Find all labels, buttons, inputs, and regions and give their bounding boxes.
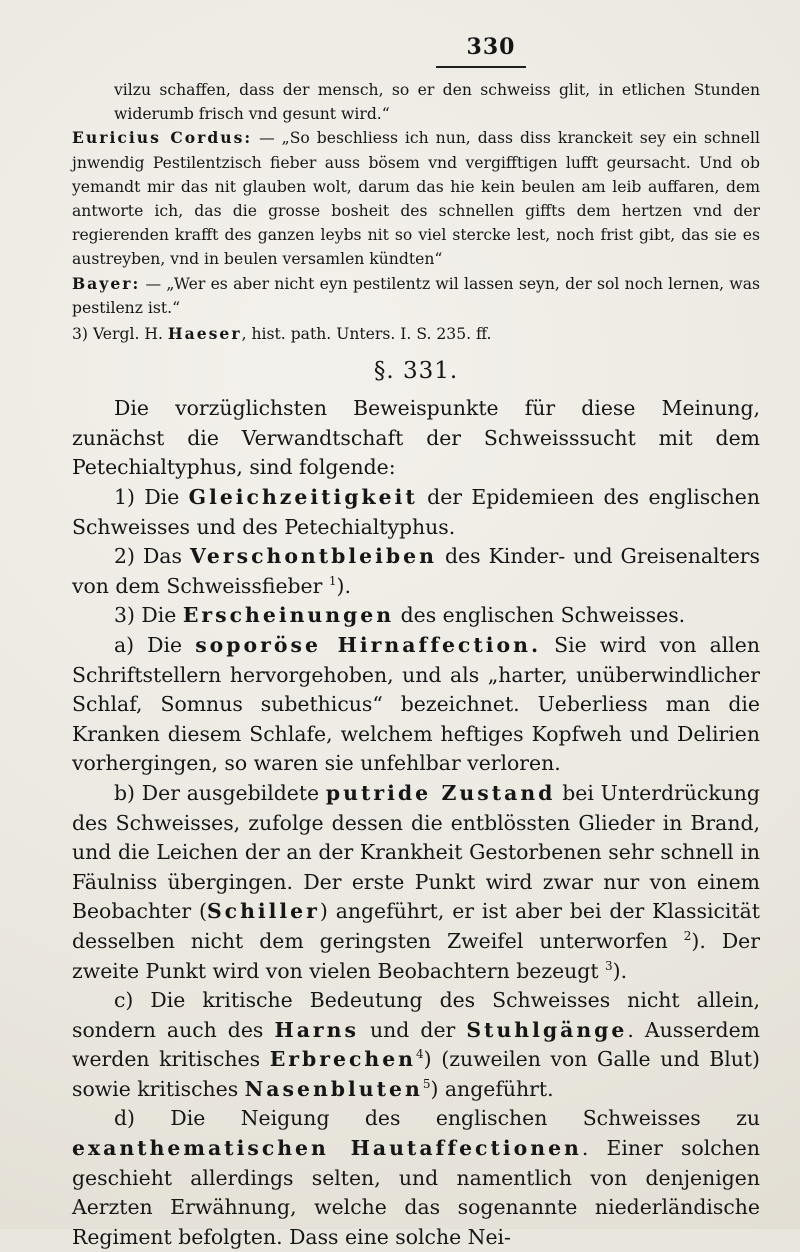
- quote-cordus-text: — „So beschliess ich nun, dass diss kranckeit sey ein schnell jnwendig Pestilentzisch fieber auss bösem vnd vergifftigen lufft geursacht. Und ob yemandt mir das nit glauben wolt, darum das hie kein beulen am leib auffaren, dem antworte ich, das die grosse bosheit des schnellen giffts dem hertzen vnd der regierenden krafft des ganzen leybs nit so viel stercke lest, noch frist gibt, das sie es austreyben, vnd in beulen versamlen kündten“: [72, 129, 760, 269]
- point-2-end: ).: [336, 573, 351, 598]
- section-body: [72, 394, 760, 1252]
- point-3d-text: . Einer solchen geschieht allerdings selten, und namentlich von denjenigen Aerzten Erwähnung, welche das sogenannte niederländische Regiment befolgten. Dass eine solche Nei-: [72, 1136, 760, 1249]
- point-2-prefix: 2) Das: [114, 544, 190, 569]
- point-3c: [72, 986, 760, 1104]
- point-3c-term-erbrechen: Erbrechen: [269, 1047, 417, 1072]
- point-3b-text-4: ).: [612, 958, 628, 983]
- footnote-3-author: Haeser: [167, 324, 242, 344]
- footnote-3-suffix: , hist. path. Unters. I. S. 235. ff.: [241, 325, 492, 344]
- page-number-rule: [436, 66, 526, 68]
- footnote-3-prefix: 3) Vergl. H.: [72, 325, 168, 344]
- point-3c-end: ) angeführt.: [430, 1076, 554, 1101]
- point-3c-mid-2: . Ausserdem werden kritisches: [72, 1017, 760, 1072]
- point-3a: [72, 631, 760, 779]
- point-1: [72, 483, 760, 542]
- point-1-text: der Epidemieen des englischen Schweisses und des Petechialtyphus.: [72, 485, 760, 539]
- point-3b-prefix: b) Der ausgebildete: [114, 780, 326, 805]
- point-3d-prefix: d) Die Neigung des englischen Schweisses zu: [114, 1106, 760, 1131]
- point-1-term: Gleichzeitigkeit: [188, 485, 418, 510]
- footnote-3: [72, 322, 760, 346]
- point-2-term: Verschontbleiben: [189, 544, 437, 569]
- point-3b-text-2: ) angeführt, er ist aber bei der Klassicität desselben nicht dem geringsten Zweifel unterworfen: [72, 899, 760, 953]
- section-intro: Die vorzüglichsten Beweispunkte für diese Meinung, zunächst die Verwandtschaft der Schweisssucht mit dem Petechialtyphus, sind folgende:: [72, 396, 760, 480]
- point-3b-text-3: ). Der zweite Punkt wird von vielen Beobachtern bezeugt: [72, 928, 760, 983]
- quotation-block: [72, 78, 760, 346]
- footnote-ref-1: 1: [328, 574, 337, 588]
- point-2-text: des Kinder- und Greisenalters von dem Schweissfieber: [72, 544, 760, 598]
- point-3a-text: Sie wird von allen Schriftstellern hervorgehoben, und als „harter, unüberwindlicher Schlaf, Somnus subethicus“ bezeichnet. Ueberliess man die Kranken diesem Schlafe, welchem heftiges Kopfweh und Delirien vorhergingen, so waren sie unfehlbar verloren.: [72, 632, 760, 776]
- point-3-term: Erscheinungen: [182, 603, 395, 628]
- point-3c-term-nasenbluten: Nasenbluten: [244, 1076, 423, 1101]
- point-3-text: des englischen Schweisses.: [394, 603, 686, 628]
- footnote-ref-5: 5: [422, 1077, 431, 1092]
- point-3a-term: soporöse Hirnaffection.: [195, 632, 542, 657]
- author-cordus: Euricius Cordus:: [72, 128, 253, 148]
- page-number: 330: [466, 34, 516, 60]
- point-3-prefix: 3) Die: [114, 603, 183, 628]
- point-3d-term: exanthematischen Hautaffectionen: [72, 1136, 582, 1161]
- point-3b-author: Schiller: [206, 899, 320, 924]
- point-3a-prefix: a) Die: [114, 632, 196, 657]
- point-3b-text-1: bei Unterdrückung des Schweisses, zufolge dessen die entblössten Glieder in Brand, und die Leichen der an der Krankheit Gestorbenen sehr schnell in Fäulniss übergingen. Der erste Punkt wird zwar nur von einem Beobachter (: [72, 780, 760, 924]
- point-3c-mid-1: und der: [358, 1017, 467, 1042]
- footnote-ref-4: 4: [416, 1047, 424, 1062]
- quote-bayer: [72, 272, 760, 320]
- point-3c-term-harns: Harns: [274, 1017, 359, 1042]
- point-3c-term-stuhl: Stuhlgänge: [466, 1017, 628, 1042]
- point-3b-term: putride Zustand: [325, 780, 556, 805]
- author-bayer: Bayer:: [72, 273, 141, 293]
- quote-line-continuation: vilzu schaffen, dass der mensch, so er den schweiss glit, in etlichen Stunden widerumb frisch vnd gesunt wird.“: [114, 81, 760, 124]
- point-1-prefix: 1) Die: [114, 485, 189, 510]
- footnote-ref-2: 2: [683, 929, 692, 944]
- quote-cordus: [72, 126, 760, 271]
- point-3d: [72, 1104, 760, 1252]
- point-3b: [72, 779, 760, 986]
- point-3c-mid-3: ) (zuweilen von Galle und Blut) sowie kritisches: [72, 1047, 761, 1101]
- point-3c-prefix: c) Die kritische Bedeutung des Schweisses nicht allein, sondern auch des: [72, 988, 760, 1042]
- quote-bayer-text: — „Wer es aber nicht eyn pestilentz wil lassen seyn, der sol noch lernen, was pestilenz ist.“: [72, 274, 760, 317]
- footnote-ref-3: 3: [605, 958, 613, 973]
- point-2: [72, 542, 760, 601]
- point-3: [72, 601, 760, 631]
- section-heading: §. 331.: [373, 358, 459, 385]
